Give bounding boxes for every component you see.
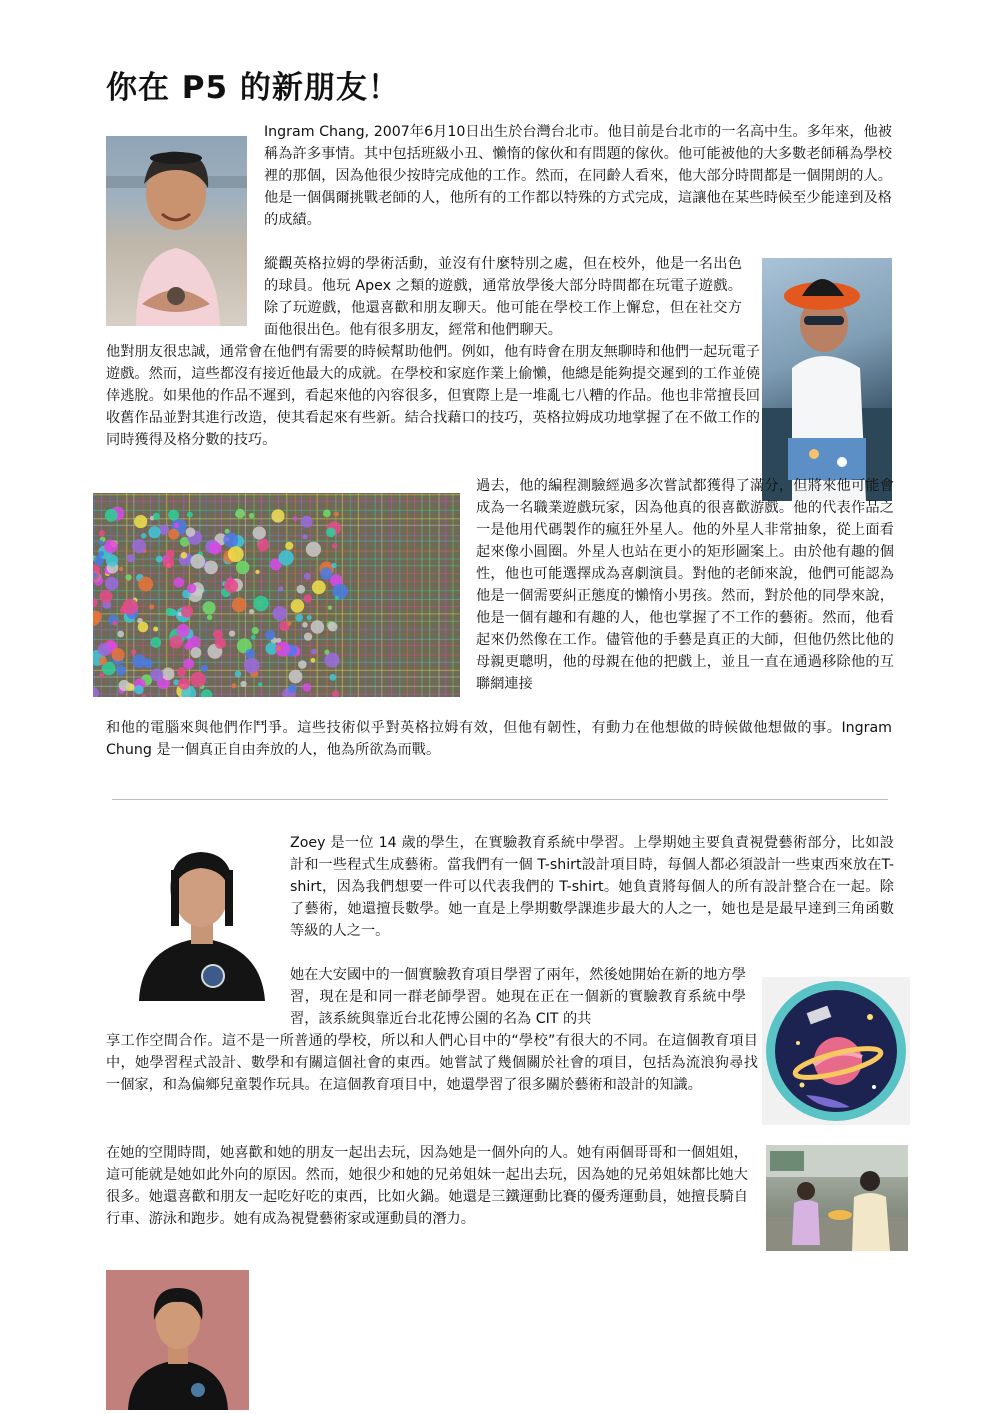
ingram-boat-photo <box>762 258 892 501</box>
classroom-photo <box>766 1145 908 1251</box>
ingram-paragraph-2a: 縱觀英格拉姆的學術活動，並沒有什麼特別之處，但在校外，他是一名出色的球員。他玩 Apex 之類的遊戲，通常放學後大部分時間都在玩電子遊戲。除了玩遊戲，他還喜歡和朋友聊天。他可能在學校工作上懈怠，但在社交方面他很出色。他有很多朋友，經常和他們聊天。 <box>264 256 742 338</box>
ingram-paragraph-3b: 和他的電腦來與他們作鬥爭。這些技術似乎對英格拉姆有效，但他有韌性，有動力在他想做的時候做他想做的事。Ingram Chung 是一個真正自由奔放的人，他為所欲為而戰。 <box>106 720 892 758</box>
page-title: 你在 P5 的新朋友！ <box>106 70 400 106</box>
student-portrait-photo <box>106 1270 249 1410</box>
zoey-portrait-photo <box>133 830 270 1001</box>
zoey-paragraph-3: 在她的空閒時間，她喜歡和她的朋友一起出去玩，因為她是一個外向的人。她有兩個哥哥和一個姐姐，這可能就是她如此外向的原因。然而，她很少和她的兄弟姐妹一起出去玩，因為她的兄弟姐妹都比她大很多。她還喜歡和朋友一起吃好吃的東西，比如火鍋。她還是三鐵運動比賽的優秀運動員，她擅長騎自行車、游泳和跑步。她有成為視覺藝術家或運動員的潛力。 <box>106 1145 748 1227</box>
ingram-beach-photo <box>106 136 247 326</box>
ingram-paragraph-2b: 他對朋友很忠誠，通常會在他們有需要的時候幫助他們。例如，他有時會在朋友無聊時和他們一起玩電子遊戲。然而，這些都沒有接近他最大的成就。在學校和家庭作業上偷懶，他總是能夠提交遲到的工作並僥倖逃脫。如果他的作品不遲到，看起來他的內容很多，但實際上是一堆亂七八糟的作品。他也非常擅長回收舊作品並對其進行改造，使其看起來有些新。結合找藉口的技巧，英格拉姆成功地掌握了在不做工作的同時獲得及格分數的技巧。 <box>106 344 760 448</box>
generative-art-image <box>93 493 460 697</box>
ingram-paragraph-1: Ingram Chang, 2007年6月10日出生於台灣台北市。他目前是台北市的一名高中生。多年來，他被稱為許多事情。其中包括班級小丑、懶惰的傢伙和有問題的傢伙。他可能被他的大多數老師稱為學校裡的那個，因為他很少按時完成他的工作。然而，在同齡人看來，他大部分時間都是一個開朗的人。他是一個偶爾挑戰老師的人，他所有的工作都以特殊的方式完成，這讓他在某些時候至少能達到及格的成績。 <box>264 124 892 228</box>
section-divider <box>112 799 888 800</box>
zoey-paragraph-2a: 她在大安國中的一個實驗教育項目學習了兩年，然後她開始在新的地方學習，現在是和同一群老師學習。她現在正在一個新的實驗教育系統中學習，該系統與靠近台北花博公園的名為 CIT 的共 <box>290 967 746 1027</box>
zoey-paragraph-1: Zoey 是一位 14 歲的學生，在實驗教育系統中學習。上學期她主要負責視覺藝術部分，比如設計和一些程式生成藝術。當我們有一個 T-shirt設計項目時，每個人都必須設計一些東西來放在T-shirt，因為我們想要一件可以代表我們的 T-shirt。她負責將每個人的所有設計整合在一起。除了藝術，她還擅長數學。她一直是上學期數學課進步最大的人之一，她也是是最早達到三角函數等級的人之一。 <box>290 835 894 939</box>
planet-illustration <box>762 977 910 1125</box>
zoey-paragraph-2b: 享工作空間合作。這不是一所普通的學校，所以和人們心目中的“學校”有很大的不同。在這個教育項目中，她學習程式設計、數學和有關這個社會的東西。她嘗試了幾個關於社會的項目，包括為流浪狗尋找一個家，和為偏鄉兒童製作玩具。在這個教育項目中，她還學習了很多關於藝術和設計的知識。 <box>106 1033 758 1093</box>
ingram-paragraph-3a: 過去，他的編程測驗經過多次嘗試都獲得了滿分，但將來他可能會成為一名職業遊戲玩家，因為他真的很喜歡游戲。他的代表作品之一是他用代碼製作的瘋狂外星人。他的外星人非常抽象，從上面看起來像小圓圈。外星人也站在更小的矩形圖案上。由於他有趣的個性，他也可能選擇成為喜劇演員。對他的老師來說，他們可能認為他是一個需要糾正態度的懶惰小男孩。然而，對於他的同學來說，他是一個有趣和有趣的人，他也掌握了不工作的藝術。然而，他看起來仍然像在工作。儘管他的手藝是真正的大師，但他仍然比他的母親更聰明，他的母親在他的把戲上，並且一直在通過移除他的互聯網連接 <box>476 478 894 692</box>
